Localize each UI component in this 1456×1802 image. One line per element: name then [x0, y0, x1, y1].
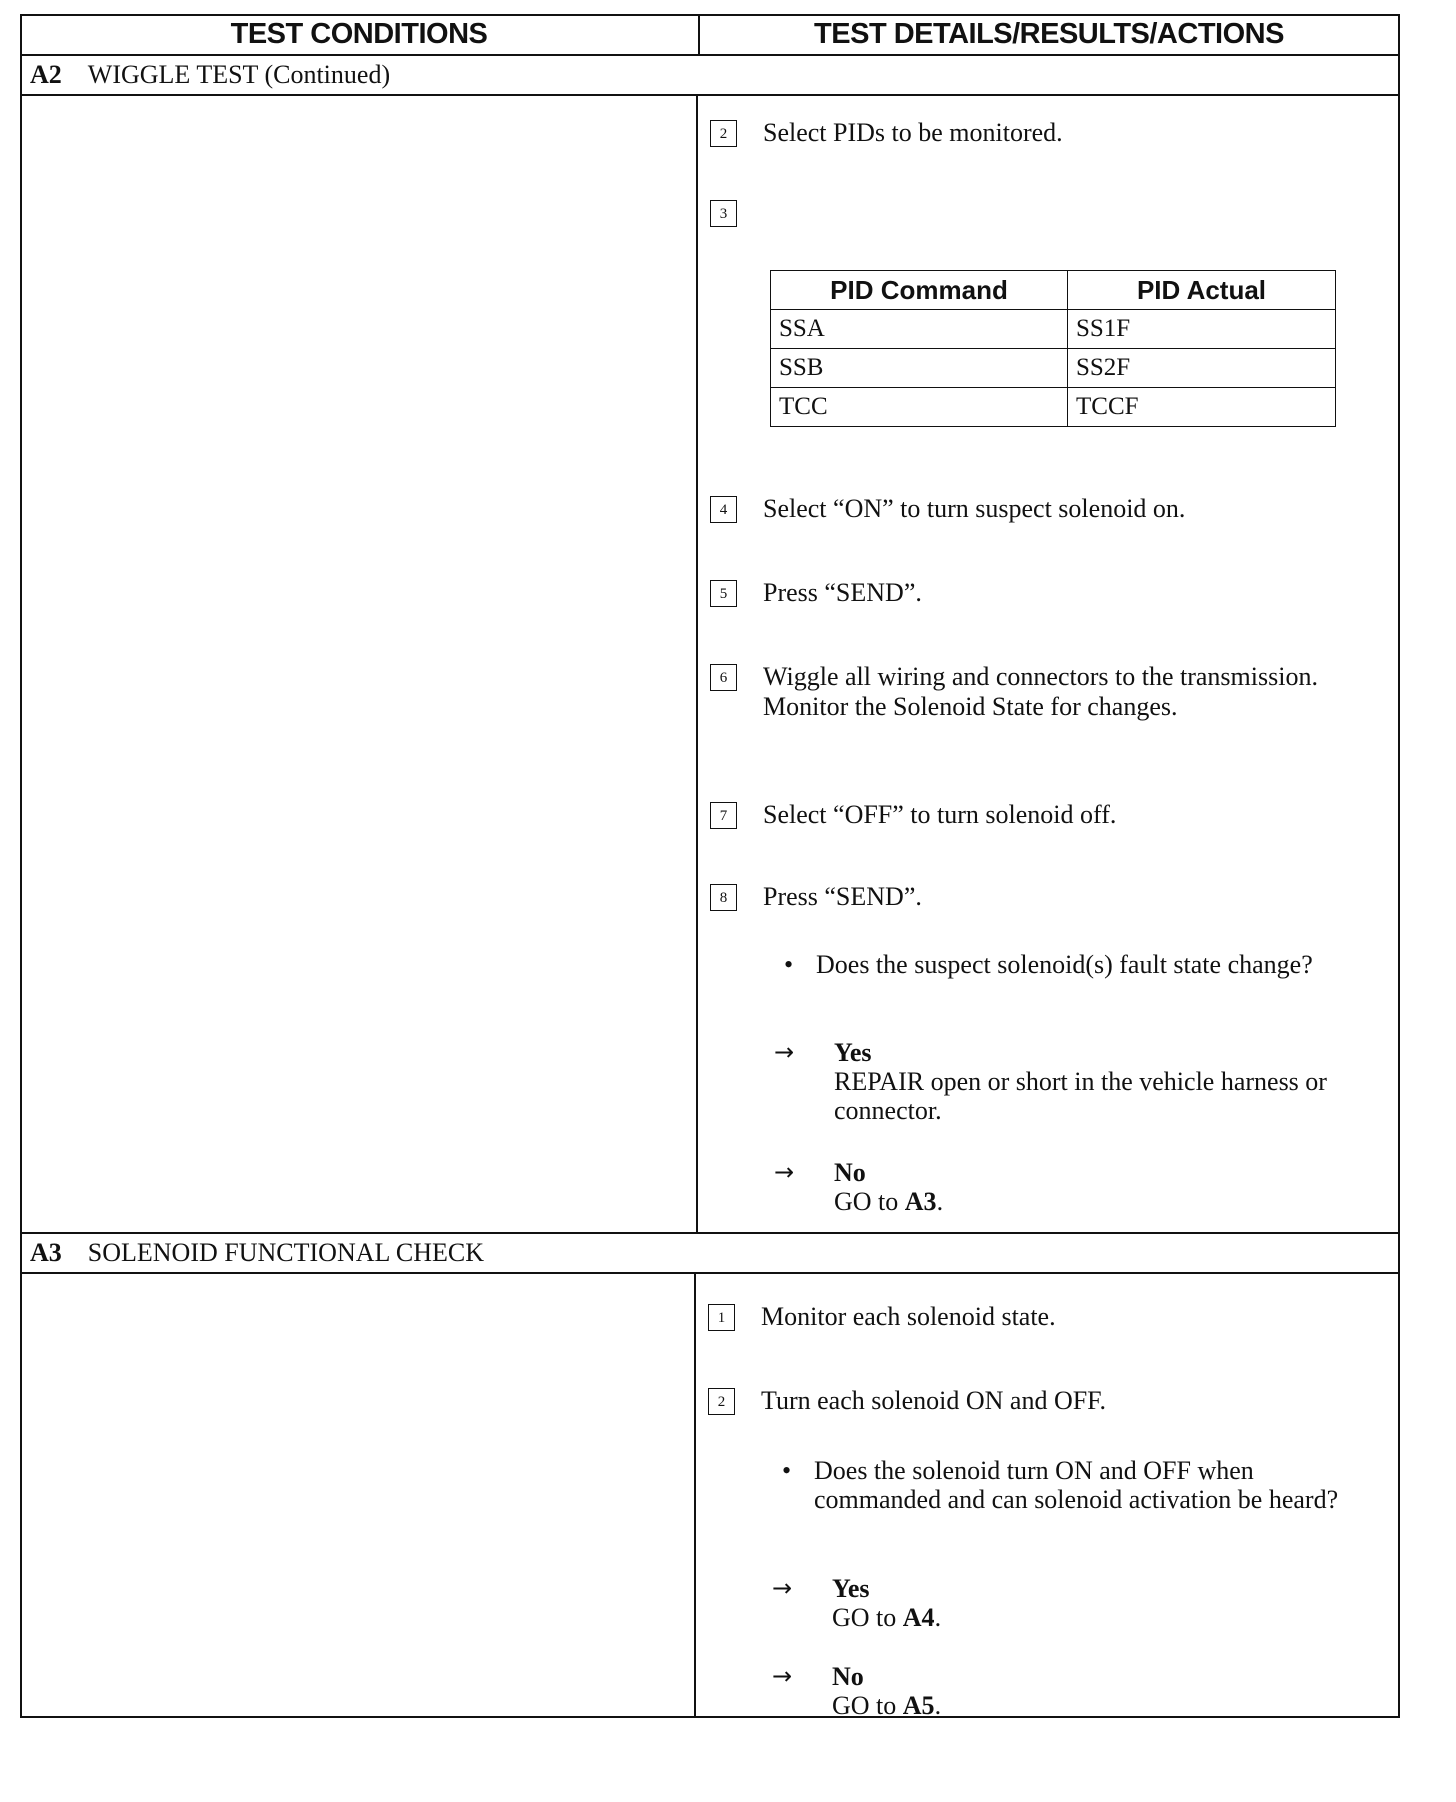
frame-right [1398, 14, 1400, 1718]
step-number-box: 6 [710, 664, 737, 691]
section-a3-rule [20, 1272, 1400, 1274]
step-number-box: 1 [708, 1304, 735, 1331]
no-action-suffix: . [936, 1187, 944, 1216]
question-a3 [776, 1456, 1356, 1514]
yes-branch-a3 [772, 1574, 941, 1632]
arrow-right-icon: → [772, 1662, 793, 1690]
step-text: Select PIDs to be monitored. [763, 118, 1063, 147]
table-row [771, 388, 1336, 427]
step-number-box: 8 [710, 884, 737, 911]
bullet-marker: • [784, 950, 794, 979]
no-action-suffix: . [934, 1691, 942, 1720]
no-label: No [834, 1158, 866, 1187]
step-number-box: 2 [710, 120, 737, 147]
table-header-row [771, 271, 1336, 310]
column-header: PID Command [771, 271, 1068, 310]
table-cell: TCC [771, 388, 1068, 427]
section-title-text: WIGGLE TEST (Continued) [87, 60, 391, 89]
step-text: Press “SEND”. [763, 882, 922, 911]
arrow-right-icon: → [772, 1574, 793, 1602]
step-number-box: 4 [710, 496, 737, 523]
step-3 [710, 198, 763, 227]
no-branch-a3 [772, 1662, 941, 1720]
step-number-box: 3 [710, 200, 737, 227]
step-text: Select “ON” to turn suspect solenoid on. [763, 494, 1186, 523]
yes-action-ref: A4 [902, 1603, 935, 1632]
frame-bottom [20, 1716, 1400, 1718]
yes-action-suffix: . [934, 1603, 942, 1632]
step-4 [710, 494, 1185, 524]
header-test-details: TEST DETAILS/RESULTS/ACTIONS [814, 17, 1284, 50]
section-title-a2 [30, 56, 390, 94]
section-title-text: SOLENOID FUNCTIONAL CHECK [87, 1238, 485, 1267]
no-label: No [832, 1662, 864, 1691]
step-text: Monitor each solenoid state. [761, 1302, 1056, 1331]
table-cell: SS2F [1068, 349, 1336, 388]
arrow-right-icon: → [774, 1158, 795, 1186]
step-5 [710, 578, 922, 608]
no-action-prefix: GO to [832, 1691, 903, 1720]
step-number-box: 7 [710, 802, 737, 829]
table-cell: SS1F [1068, 310, 1336, 349]
table-row [771, 349, 1336, 388]
question-text: Does the suspect solenoid(s) fault state change? [816, 950, 1313, 979]
table-row [771, 310, 1336, 349]
section-id: A3 [30, 1238, 62, 1267]
step-2 [710, 118, 1063, 148]
yes-action-prefix: GO to [832, 1603, 903, 1632]
yes-action: REPAIR open or short in the vehicle harness or connector. [834, 1067, 1327, 1125]
step-text: Select “OFF” to turn solenoid off. [763, 800, 1117, 829]
question-a2 [778, 950, 1338, 979]
table-cell: SSA [771, 310, 1068, 349]
question-text: Does the solenoid turn ON and OFF when commanded and can solenoid activation be heard? [814, 1456, 1339, 1514]
frame-left [20, 14, 22, 1718]
step-text: Press “SEND”. [763, 578, 922, 607]
no-action-ref: A3 [904, 1187, 937, 1216]
arrow-right-icon: → [774, 1038, 795, 1066]
header-test-conditions: TEST CONDITIONS [230, 17, 488, 50]
no-action-prefix: GO to [834, 1187, 905, 1216]
step-1 [708, 1302, 1056, 1332]
step-7 [710, 800, 1116, 830]
section-id: A2 [30, 60, 62, 89]
step-number-box: 2 [708, 1388, 735, 1415]
column-header: PID Actual [1068, 271, 1336, 310]
step-text: Wiggle all wiring and connectors to the transmission. Monitor the Solenoid State for changes. [763, 662, 1318, 721]
yes-label: Yes [832, 1574, 870, 1603]
step-number-box: 5 [710, 580, 737, 607]
no-action-ref: A5 [902, 1691, 935, 1720]
no-branch-a2 [774, 1158, 943, 1216]
section-a2-divider [696, 94, 698, 1232]
yes-branch-a2 [774, 1038, 1400, 1125]
section-title-a3 [30, 1234, 484, 1272]
section-a2-rule [20, 94, 1400, 96]
pid-table [770, 270, 1336, 427]
step-6 [710, 662, 1320, 722]
section-a3-divider [694, 1272, 696, 1718]
bullet-marker: • [782, 1456, 792, 1485]
yes-label: Yes [834, 1038, 872, 1067]
step-text: Turn each solenoid ON and OFF. [761, 1386, 1107, 1415]
table-cell: TCCF [1068, 388, 1336, 427]
table-cell: SSB [771, 349, 1068, 388]
step-8 [710, 882, 922, 912]
header-divider [698, 14, 700, 54]
step-2-a3 [708, 1386, 1106, 1416]
